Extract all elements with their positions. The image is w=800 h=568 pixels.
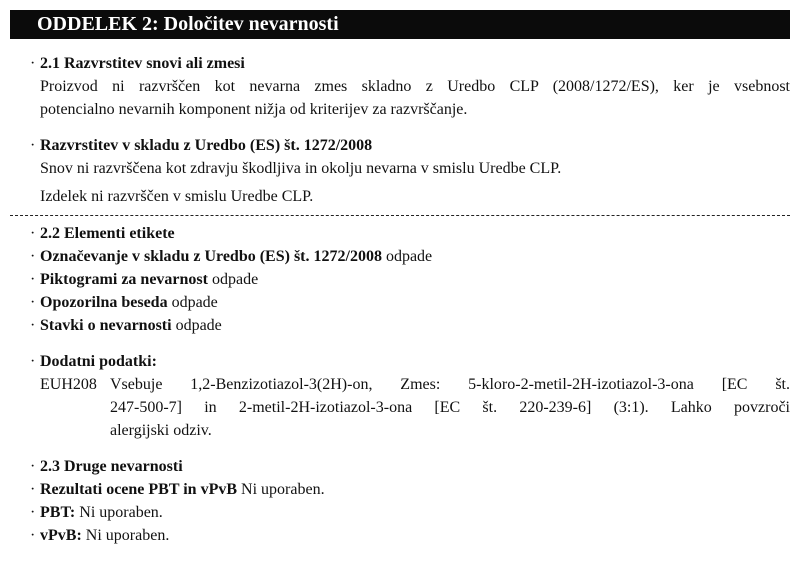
heading-clp-classification: · Razvrstitev v skladu z Uredbo (ES) št. 1272/2008: [30, 137, 373, 154]
euh-code: EUH208: [40, 376, 97, 393]
heading-2-2: · 2.2 Elementi etikete: [30, 225, 175, 242]
section-header: [10, 10, 790, 39]
label-element-item: · Stavki o nevarnosti odpade: [30, 317, 222, 334]
heading-2-1: · 2.1 Razvrstitev snovi ali zmesi: [30, 55, 245, 72]
classification-paragraph-line-1: Proizvod ni razvrščen kot nevarna zmes skladno z Uredbo CLP (2008/1272/ES), ker je vsebnost: [40, 78, 790, 95]
label-element-item: · Opozorilna beseda odpade: [30, 294, 218, 311]
section-title: ODDELEK 2: Določitev nevarnosti: [37, 13, 339, 35]
euh-text-line-2: 247-500-7] in 2-metil-2H-izotiazol-3-ona [EC št. 220-239-6] (3:1). Lahko povzroči: [110, 399, 790, 416]
heading-additional-info: · Dodatni podatki:: [30, 353, 157, 370]
euh-text-line-1: Vsebuje 1,2-Benzizotiazol-3(2H)-on, Zmes: 5-kloro-2-metil-2H-izotiazol-3-ona [EC št.: [110, 376, 790, 393]
label-element-item: · Označevanje v skladu z Uredbo (ES) št. 1272/2008 odpade: [30, 248, 433, 265]
other-hazard-item: · Rezultati ocene PBT in vPvB Ni uporaben.: [30, 481, 325, 498]
euh-text-line-3: alergijski odziv.: [110, 422, 212, 439]
other-hazard-item: · PBT: Ni uporaben.: [30, 504, 163, 521]
clp-statement-2: Izdelek ni razvrščen v smislu Uredbe CLP.: [40, 188, 314, 205]
dashed-divider: [10, 215, 790, 216]
classification-paragraph-line-2: potencialno nevarnih komponent nižja od kriterijev za razvrščanje.: [40, 101, 468, 118]
other-hazard-item: · vPvB: Ni uporaben.: [30, 527, 170, 544]
label-element-item: · Piktogrami za nevarnost odpade: [30, 271, 259, 288]
heading-2-3: · 2.3 Druge nevarnosti: [30, 458, 183, 475]
clp-statement-1: Snov ni razvrščena kot zdravju škodljiva in okolju nevarna v smislu Uredbe CLP.: [40, 160, 562, 177]
